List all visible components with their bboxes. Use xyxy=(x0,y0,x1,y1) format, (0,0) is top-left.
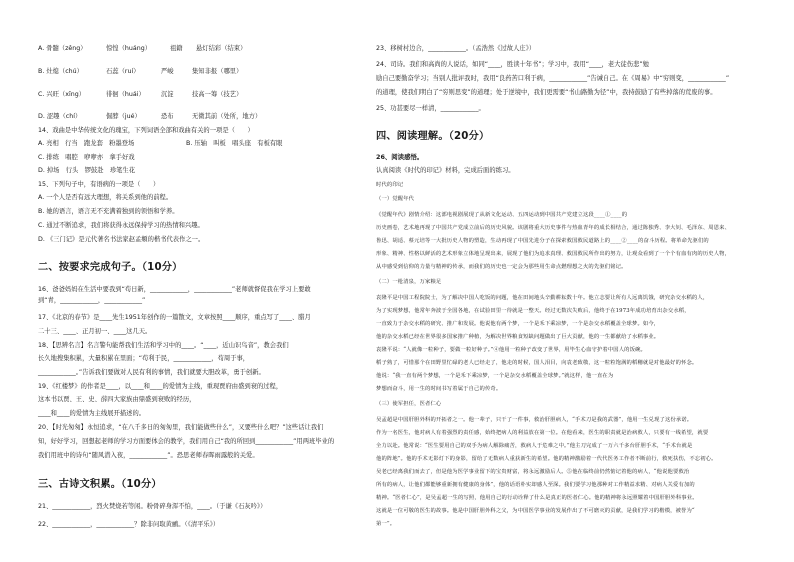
part-2-line-7: 他说：“我一直有两个梦想，一个是禾下乘凉梦，一个是杂交水稻覆盖全球梦。”就这样，他一直在为 xyxy=(376,373,614,379)
question-18-line-1: 18、【思辨名言】名言警句能帮我们生活和学习中的____。“____，近山识鸟音”，教会我们 xyxy=(38,342,289,349)
question-21: 21、____________，烈火焚烧若等闲。粉骨碎身浑不怕，____。（于谦《石灰吟》） xyxy=(38,503,267,510)
part-3-line-7: 精神。“医者仁心”，是吴孟超一生的写照，他用自己的行动诠释了什么是真正的医者仁心。他的精神将永远照耀着中国肝胆外科事业。 xyxy=(376,495,698,501)
option-a-1: A. 骨髓（zěng） xyxy=(38,45,87,52)
question-17-line-2: 二十三、____、正月初一、____这几天。 xyxy=(38,328,152,335)
part-3-line-9: 第一”。 xyxy=(376,521,396,527)
option-c-4: 技高一筹（技艺） xyxy=(192,91,243,98)
question-16-line-2: 到“青，____________，____________” xyxy=(38,297,146,304)
q14-option-b: B. 压轴 叫板 唱头座 有板有眼 xyxy=(186,140,283,147)
option-d-2: 倔脖（jué） xyxy=(106,113,141,120)
option-b-2: 石蕊（ruí） xyxy=(106,68,140,75)
option-d-4: 无微其前（处所，地方） xyxy=(192,113,262,120)
section-3-heading: 三、古诗文积累。（10分） xyxy=(38,479,162,490)
option-b-3: 严峻 xyxy=(161,68,174,75)
part-3-heading: （三）使军担任，医者仁心 xyxy=(376,401,442,407)
part-3-line-6: 所有的病人，让他们都能够重新拥有健康的身体”，他的话语朴实却感人至深。我们要学习他那种对工作精益求精、对病人关爱有加的 xyxy=(376,482,695,488)
part-3-line-3: 全力以赴。他常说：“医生要用自己的双手为病人解除痛苦，救病人于危难之中。”他主刀完成了一万六千多台肝胆手术，“手术台就是 xyxy=(376,443,693,449)
section-2-heading: 二、按要求完成句子。（10分） xyxy=(38,262,183,273)
q15-option-a: A. 一个人是否有远大理想，将关系到他的前程。 xyxy=(38,194,173,201)
q14-option-c: C. 排练 唱腔 咿咿亦 拿手好戏 xyxy=(38,154,135,161)
question-20-line-1: 20、【时光匆匆】永恒追求，“在八千多日的匆匆里，我们能做些什么”，又要些什么吧？”这些话让我们 xyxy=(38,424,324,431)
question-23: 23、移树村边合，____________。（孟浩然《过故人庄》） xyxy=(376,45,536,52)
part-2-line-6: 稻子熟了，可惜那个在田野里忙碌的老人已经走了，他走的时候，国人泪目，向袁老致敬，这一粒粒饱满的稻穗就是对他最好的怀念。 xyxy=(376,360,698,366)
option-b-4: 集知非报（哪里） xyxy=(192,68,243,75)
part-2-heading: （二）一枪清泉，万家粮足 xyxy=(376,279,442,285)
part-1-line-5: 从中感受到信仰的力量与精神的传承，而我们的历史也一定会为那些用生命点燃理想之火的先驱们铭记。 xyxy=(376,264,627,270)
part-1-line-3: 鲁迅、胡适、蔡元培等一大批历史人物的塑造，生动再现了中国先进分子在探索救国救民道路上的____②____的奋斗历程。将革命先驱们的 xyxy=(376,238,709,244)
article-title: 时代的印记 xyxy=(376,182,404,188)
question-24-line-3: 的道理，使我们明白了“穷则思变”的道理；处于逆境中，我们更需要“书山路勤为径”中，我持鼓励了有些掉落的荒废的事。 xyxy=(376,89,717,96)
question-19-line-1: 19、《红楼梦》的作者是____，以____和____的爱情为主线，重现贾府由盛到衰的过程， xyxy=(38,383,283,390)
option-a-2: 惊惶（huáng） xyxy=(106,45,152,52)
part-3-line-1: 吴孟超是中国肝胆外科的开拓者之一。他一辈子，只干了一件事，救治肝胆病人，“手术刀是我的武器”，他用一生兑现了这份承诺。 xyxy=(376,417,693,423)
part-3-line-2: 作为一名医生，他对病人有着强烈的责任感，始终把病人的利益放在第一位。在他看来，医生的职责就是治病救人，只要有一线希望，就要 xyxy=(376,430,709,436)
part-3-line-5: 吴老已经离我们而去了，但是他为医学事业留下的宝贵财富，将永远激励后人。⑤他在临终前仍然惦记着他的病人，“他说他要救治 xyxy=(376,469,690,475)
part-3-line-8: 这就是一位可敬的医生的故事。他是中国肝胆外科之父，为中国医学事业的发展作出了不可磨灭的贡献，是我们学习的楷模，被誉为“ xyxy=(376,508,695,514)
q14-option-a: A. 亮相 行当 跑龙套 粉墨登场 xyxy=(38,140,135,147)
option-a-4: 悬灯结彩（结束） xyxy=(196,45,247,52)
part-2-line-4: 他的杂交水稻已经在世界很多国家推广种植，为解决世界粮食短缺问题做出了巨大贡献，他的一生都献给了水稻事业。 xyxy=(376,334,660,340)
part-2-line-1: 袁隆平是中国工程院院士，为了解决中国人吃饭的问题，他在田间地头辛勤耕耘数十年。他立志要让所有人远离饥饿，研究杂交水稻的人， xyxy=(376,295,709,301)
section-4-heading: 四、阅读理解。（20分） xyxy=(376,131,490,142)
option-b-1: B. 灶熄（chú） xyxy=(38,68,83,75)
part-1-line-1: 《觉醒年代》剧情介绍：这部电视剧展现了从新文化运动、五四运动到中国共产党建立这段____①____的 xyxy=(376,212,628,218)
question-19-line-2: 这本书以贾、王、史、薛四大家族由鼎盛到衰败的经历， xyxy=(38,396,196,403)
part-1-line-2: 历史画卷，艺术地再现了中国共产党成立前后的历史风貌。该剧将重大历史事件与热血青年的成长相结合，通过陈独秀、李大钊、毛泽东、周恩来、 xyxy=(376,225,731,231)
question-14: 14、戏曲是中华传统文化的瑰宝，下列词语全部和戏曲有关的一项是（ ） xyxy=(38,127,254,134)
option-c-1: C. 兴旺（xīng） xyxy=(38,91,86,98)
question-24-line-2: 励自己要勤奋学习；当别人批评我时，我用“良药苦口利于病，____________”告诫自己。在《周易》中“穷则变，____________” xyxy=(376,75,730,82)
option-d-1: D. 涩趣（chí） xyxy=(38,113,82,120)
question-20-line-2: 知，好好学习，回想起老师的学习方面要体会的教学，我们用自己“我的所回到____________”用两班毕业的 xyxy=(38,438,335,445)
q15-option-b: B. 她的语言，语言无不充满着独到的领悟和学养。 xyxy=(38,208,179,215)
part-1-heading: （一）觉醒年代 xyxy=(376,196,415,202)
question-17-line-1: 17、《北京的春节》是____先生1951年创作的一篇散文，文章按照____顺序，重点写了____、腊月 xyxy=(38,314,311,321)
q15-option-d: D. 《三门记》是元代著名书法家赵孟頫的楷书代表作之一。 xyxy=(38,236,205,243)
question-24-line-1: 24、司诗。我们和高尚的人说话，如同“____，胜读十年书”；学习中，我用“____，老大徒伤悲”勉 xyxy=(376,61,649,68)
question-15: 15、下列句子中，有语病的一项是（ ） xyxy=(38,181,160,188)
part-2-line-2: 为了实现梦想，他常年奔波于全国各地，在试验田里一待就是一整天。经过无数次失败后，他终于在1973年成功培育出杂交水稻， xyxy=(376,308,690,314)
q15-option-c: C. 通过不断追求，我们将获得永远保持学习的热情和兴趣。 xyxy=(38,222,204,229)
question-20-line-3: 我们用班中的诗句“随风潜入夜，____________”。恐思老师春晖雨露般的关爱。 xyxy=(38,452,259,459)
reading-intro: 认真阅读《时代的印记》材料，完成后面的练习。 xyxy=(376,167,515,174)
option-a-3: 祖籍 xyxy=(170,45,183,52)
question-26: 26、阅读感悟。 xyxy=(376,153,424,161)
option-c-2: 徘徊（huái） xyxy=(106,91,145,98)
q14-option-d: D. 掉场 行头 锣鼓赴 珍笔生花 xyxy=(38,167,136,174)
question-25: 25、功甚要尽一样清，____________。 xyxy=(376,105,485,112)
part-2-line-8: 梦想而奋斗，用一生的时间书写着属于自己的传奇。 xyxy=(376,386,502,392)
question-22: 22、____________，____________？除非问取黄鹂。（《清平乐》） xyxy=(38,521,220,528)
question-18-line-2: 长久地搜集积累，大量积累在里面；“苟利于民，____________，苟周于事， xyxy=(38,355,250,362)
part-3-line-4: 他的阵地”。他的手术无影灯下的身影，留给了无数病人重获新生的希望。他的精神激励着一代代医务工作者不断前行，救死扶伤，不忘初心。 xyxy=(376,456,717,462)
question-19-line-3: ____和____的爱情为主线展开描述的。 xyxy=(38,410,146,417)
question-16-line-1: 16、爸爸妈妈在生活中要我到“苟日新，____________，____________”老师就督促我在学习上要敢 xyxy=(38,286,311,293)
question-18-line-3: ____________。”告诉我们要做对人民有利的事情，我们就要大胆改革，勇于创新。 xyxy=(38,369,265,376)
part-2-line-3: 一直致力于杂交水稻的研究、推广和发展。他说他有两个梦，一个是禾下乘凉梦，一个是杂交水稻覆盖全球梦。如今， xyxy=(376,321,660,327)
part-2-line-5: 袁隆平说：“人就像一粒种子，要做一粒好种子。”④他用一粒种子改变了世界，用毕生心血守护着中国人的饭碗。 xyxy=(376,347,646,353)
option-c-3: 沉淀 xyxy=(161,91,174,98)
part-1-line-4: 形象、精神、性格以鲜活的艺术形象立体地呈现出来，展现了他们为追求真理、救国救民所作出的努力，让观众看到了一个个有血有肉的历史人物， xyxy=(376,251,731,257)
option-d-3: 恐布 xyxy=(161,113,174,120)
